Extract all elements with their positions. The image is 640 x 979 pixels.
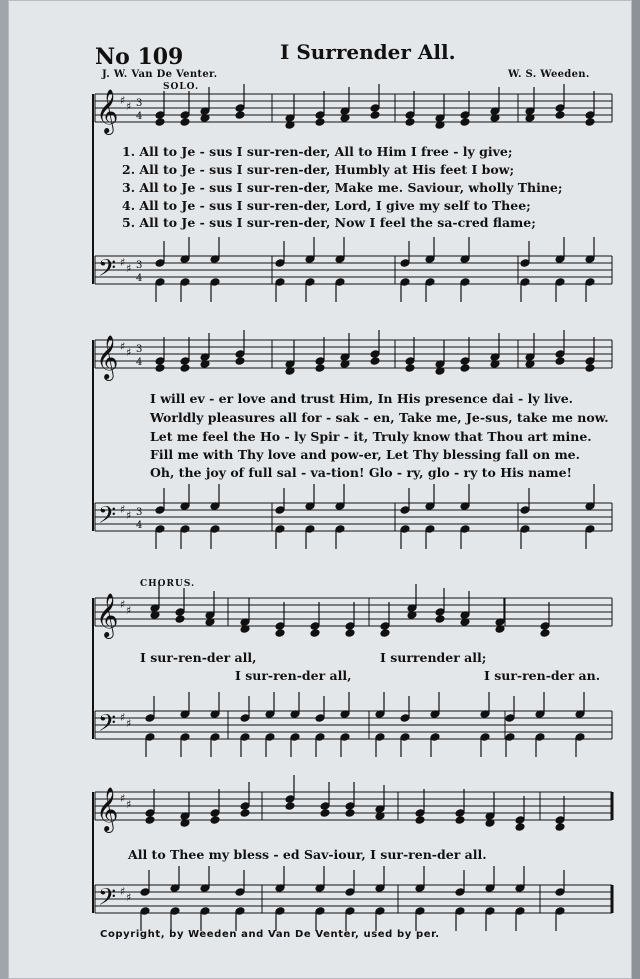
chorus-final-line: All to Thee my bless - ed Sav-iour, I sur-ren-der all.	[128, 847, 487, 862]
alto-note	[345, 629, 355, 638]
time-signature: 4	[136, 273, 143, 284]
sharp-icon: ♯	[120, 94, 126, 107]
alto-note	[380, 629, 390, 638]
sharp-icon: ♯	[126, 100, 132, 113]
alto-note	[555, 357, 565, 366]
alto-note	[235, 357, 245, 366]
alto-note	[320, 809, 330, 818]
sharp-icon: ♯	[120, 711, 126, 724]
sharp-icon: ♯	[120, 885, 126, 898]
sharp-icon: ♯	[126, 604, 132, 617]
sharp-icon: ♯	[126, 717, 132, 730]
alto-note	[405, 364, 415, 373]
chorus-alto-2: I sur-ren-der an.	[484, 668, 601, 683]
alto-note	[345, 809, 355, 818]
chorus-soprano-1: I sur-ren-der all,	[140, 650, 257, 665]
verse-4-line-2: Fill me with Thy love and pow-er, Let Thy blessing fall on me.	[150, 447, 580, 462]
composer-credit: W. S. Weeden.	[508, 69, 590, 80]
alto-note	[405, 118, 415, 127]
sharp-icon: ♯	[120, 598, 126, 611]
time-signature: 3	[136, 260, 143, 271]
alto-note	[515, 823, 525, 832]
time-signature: 4	[136, 357, 143, 368]
sharp-icon: ♯	[126, 798, 132, 811]
time-signature: 4	[136, 111, 143, 122]
alto-note	[540, 629, 550, 638]
sharp-icon: ♯	[126, 262, 132, 275]
bass-clef-icon: 𝄢	[98, 501, 117, 534]
alto-note	[275, 629, 285, 638]
bass-clef-icon: 𝄢	[98, 709, 117, 742]
time-signature: 3	[136, 344, 143, 355]
alto-note	[180, 364, 190, 373]
sharp-icon: ♯	[120, 256, 126, 269]
alto-note	[155, 118, 165, 127]
treble-clef-icon: 𝄞	[96, 593, 119, 637]
hymn-title: I Surrender All.	[280, 40, 456, 64]
alto-note	[315, 364, 325, 373]
verse-1-line-1: 1. All to Je - sus I sur-ren-der, All to Him I free - ly give;	[122, 144, 513, 159]
verse-1-line-2: I will ev - er love and trust Him, In His presence dai - ly live.	[150, 391, 574, 406]
alto-note	[555, 823, 565, 832]
alto-note	[315, 118, 325, 127]
alto-note	[460, 364, 470, 373]
bass-clef-icon: 𝄢	[98, 254, 117, 287]
chorus-marking: CHORUS.	[140, 579, 196, 589]
alto-note	[235, 111, 245, 120]
sharp-icon: ♯	[126, 509, 132, 522]
time-signature: 3	[136, 98, 143, 109]
time-signature: 3	[136, 507, 143, 518]
time-signature: 4	[136, 520, 143, 531]
alto-note	[555, 111, 565, 120]
alto-note	[155, 364, 165, 373]
treble-clef-icon: 𝄞	[96, 89, 119, 133]
hymn-number: No 109	[95, 44, 184, 70]
treble-clef-icon: 𝄞	[96, 335, 119, 379]
copyright-notice: Copyright, by Weeden and Van De Venter, used by per.	[100, 929, 440, 940]
alto-note	[310, 629, 320, 638]
alto-note	[180, 118, 190, 127]
alto-note	[285, 802, 295, 811]
alto-note	[145, 816, 155, 825]
solo-marking: SOLO.	[163, 82, 200, 92]
verse-2-line-1: 2. All to Je - sus I sur-ren-der, Humbly at His feet I bow;	[122, 162, 515, 177]
alto-note	[210, 816, 220, 825]
alto-note	[435, 615, 445, 624]
alto-note	[175, 615, 185, 624]
sharp-icon: ♯	[120, 340, 126, 353]
verse-4-line-1: 4. All to Je - sus I sur-ren-der, Lord, I give my self to Thee;	[122, 198, 531, 213]
verse-2-line-2: Worldly pleasures all for - sak - en, Take me, Je-sus, take me now.	[150, 410, 609, 425]
sharp-icon: ♯	[126, 891, 132, 904]
sharp-icon: ♯	[126, 346, 132, 359]
sharp-icon: ♯	[120, 792, 126, 805]
chorus-soprano-2: I surrender all;	[380, 650, 487, 665]
sharp-icon: ♯	[120, 503, 126, 516]
verse-3-line-2: Let me feel the Ho - ly Spir - it, Truly know that Thou art mine.	[150, 429, 592, 444]
alto-note	[240, 809, 250, 818]
alto-note	[370, 357, 380, 366]
verse-5-line-2: Oh, the joy of full sal - va-tion! Glo - ry, glo - ry to His name!	[150, 465, 573, 480]
alto-note	[415, 816, 425, 825]
lyricist-credit: J. W. Van De Venter.	[102, 69, 218, 80]
verse-5-line-1: 5. All to Je - sus I sur-ren-der, Now I feel the sa-cred flame;	[122, 215, 536, 230]
chorus-alto-1: I sur-ren-der all,	[235, 668, 352, 683]
bass-clef-icon: 𝄢	[98, 883, 117, 916]
verse-3-line-1: 3. All to Je - sus I sur-ren-der, Make me. Saviour, wholly Thine;	[122, 180, 563, 195]
alto-note	[585, 118, 595, 127]
treble-clef-icon: 𝄞	[96, 787, 119, 831]
alto-note	[585, 364, 595, 373]
alto-note	[370, 111, 380, 120]
alto-note	[460, 118, 470, 127]
alto-note	[455, 816, 465, 825]
